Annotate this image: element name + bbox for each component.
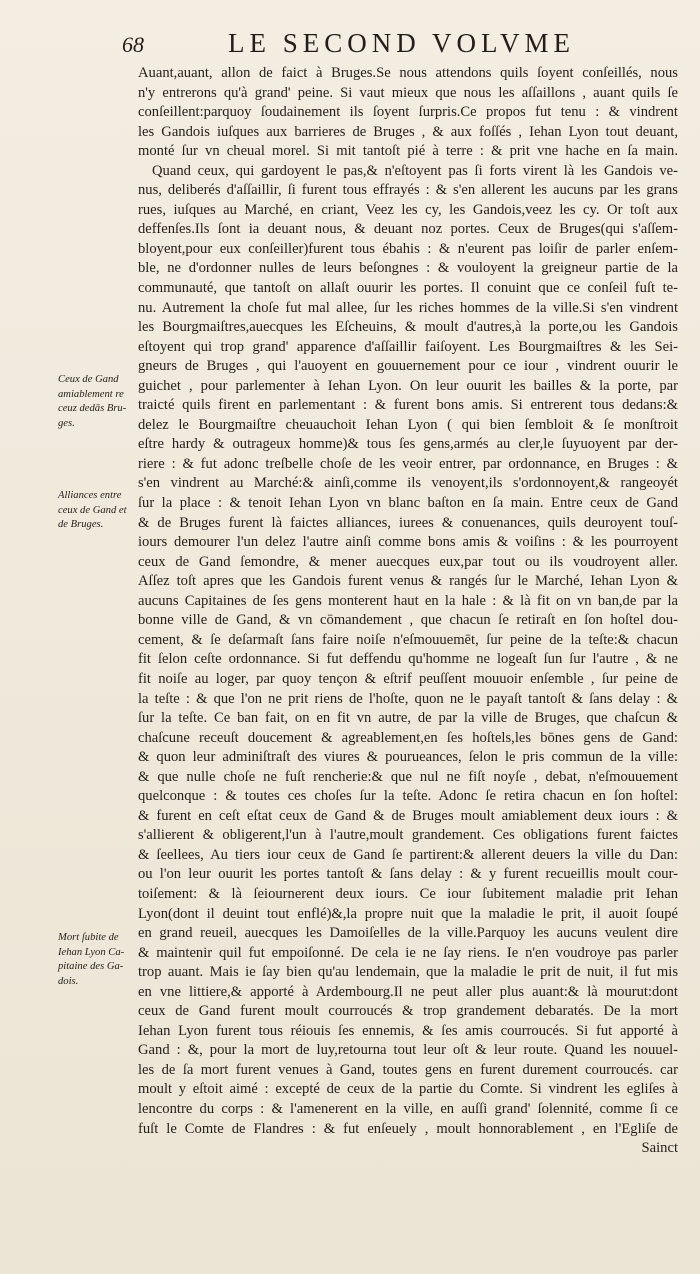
- text-line: Aſſez toſt apres que les Gandois furent venus & rangés ſur le Marché, Iehan Lyon &: [138, 573, 678, 590]
- margin-note-line: de Bruges.: [58, 519, 104, 531]
- margin-note-line: ceuz dedās Bru-: [58, 403, 127, 415]
- text-line: guichet , pour parlementer à Iehan Lyon. On leur ouurit les bailles & la porte, par: [138, 377, 678, 394]
- text-line: traicté quils firent en parlementant : & furent bons amis. Si entrerent tous dedans:&: [138, 397, 678, 414]
- text-line: Iehan Lyon furent tous réiouis ſes ennemis, & ſes amis courroucés. Si fut apporté à: [138, 1022, 678, 1039]
- text-line: quelconque : & toutes ces choſes ſur la teſte. Adonc ſe retira chacun en ſon hoſtel:: [138, 788, 678, 805]
- margin-note-line: pitaine des Ga-: [58, 961, 124, 973]
- margin-note-line: Mort ſubite de: [58, 932, 119, 943]
- text-line: en vne littiere,& apporté à Ardembourg.Il ne peut aller plus auant:& là mourut:dont: [138, 983, 678, 1000]
- text-line: la teſte : & que l'on ne prit riens de l'hoſte, quon ne le payaſt tantoſt & ſans delay : &: [138, 690, 678, 707]
- catchword: Sainct: [641, 1140, 678, 1157]
- text-line: lencontre du corps : & l'amenerent en la ville, en auſſi grand' ſolennité, comme ſi ce: [138, 1100, 678, 1117]
- margin-note-line: ges.: [58, 417, 75, 429]
- text-line: deffenſes.Ils ſont ia deuant nous, & deuant noz portes. Ceux de Bruges(qui s'aſſem-: [138, 221, 678, 238]
- page-number: 68: [122, 32, 144, 57]
- text-line: eſtoyent qui trop grand' apparence d'aſſaillir faiſoyent. Les Bourgmaiſtres & les Sei-: [138, 338, 678, 355]
- text-line: ſur la teſte. Ce ban fait, on en fit vn autre, de par la ville de Bruges, que chaſcun &: [138, 710, 678, 727]
- text-line: n'y entrerons qu'à grand' peine. Si vaut mieux que nous les aſſaillons , auant quils ſe: [138, 84, 678, 101]
- margin-note-line: Iehan Lyon Ca-: [58, 946, 125, 958]
- text-line: Gand : &, pour la mort de luy,retourna tout leur oſt & leur route. Quand les nouuel-: [138, 1042, 678, 1059]
- margin-note-gand-received: [58, 373, 138, 431]
- text-line: ceux de Gand ſemondre, & mener auecques eux,par tout ou ils voudroyent aller.: [138, 553, 678, 570]
- text-line: Lyon(dont il deuint tout enflé)&,la propre nuit que la maladie le prit, il auoit ſoupé: [138, 905, 678, 922]
- text-line: & que nulle choſe ne fuſt rencherie:& que nul ne fiſt noyſe , debat, n'eſmouuement: [138, 768, 678, 785]
- text-line: nu. Autrement la choſe fut mal allee, ſur les riches hommes de la ville.Si s'en vindrent: [138, 299, 678, 316]
- text-line: aucuns Capitaines de ſes gens monterent haut en la hale : & là fit on vn ban,de par la: [138, 592, 678, 609]
- text-line: rues, iuſques au Marché, en criant, Veez les cy, les Gandois,veez les cy. Or toſt aux: [138, 201, 678, 218]
- text-line: bonne ville de Gand, & vn cōmandement , que chacun ſe retiraſt en ſon hoſtel dou-: [138, 612, 678, 629]
- text-line: & ſeellees, Au tiers iour ceux de Gand ſe partirent:& allerent deuers la ville du Dan:: [138, 846, 678, 863]
- margin-note-line: Ceux de Gand: [58, 374, 119, 385]
- running-title: LE SECOND VOLVME: [228, 28, 576, 58]
- text-line: ſur la place : & tenoit Iehan Lyon vn blanc baſton en ſa main. Entre ceux de Gand: [138, 495, 678, 512]
- text-line: chaſcune receuſt doucement & agreablement,en ſes hoſtels,les bōnes gens de Gand:: [138, 729, 678, 746]
- text-line: fit ſelon ceſte ordonnance. Si fut deffendu qu'homme ne logeaſt ſun ſur l'autre , & ne: [138, 651, 678, 668]
- margin-note-death-lyon: [58, 931, 138, 989]
- text-line: moult y eſtoit aimé : excepté de ceux de la partie du Comte. Si vindrent les egliſes à: [138, 1081, 678, 1098]
- text-line: riere : & fut adonc treſbelle choſe de les veoir entrer, par ordonnance, en Bruges : &: [138, 455, 678, 472]
- text-line: fit noiſe au loger, par quoy tençon & eſtrif peuſſent mouuoir enſemble , ſur peine de: [138, 670, 678, 687]
- margin-note-line: ceux de Gand et: [58, 504, 127, 516]
- text-line: les de ſa mort furent venues à Gand, toutes gens en furent durement courroucés. car: [138, 1061, 678, 1078]
- margin-note-line: Alliances entre: [58, 490, 122, 501]
- text-line: conſeillent:parquoy ſoudainement ils ſoyent ſurpris.Ce propos fut tenu : & vindrent: [138, 104, 678, 121]
- text-line: eſtre hardy & outrageux homme)& tous ſes gens,armés au cler,le ſuyuoyent par der-: [138, 436, 678, 453]
- text-line: Quand ceux, qui gardoyent le pas,& n'eſtoyent pas ſi forts virent là les Gandois ve-: [152, 162, 678, 179]
- text-line: delez le Bourgmaiſtre cheuauchoit Iehan Lyon ( qui bien ſembloit & ſe monſtroit: [138, 416, 678, 433]
- page-header: [118, 26, 678, 60]
- text-line: Auant,auant, allon de faict à Bruges.Se nous attendons quils ſoyent conſeillés, nous: [138, 65, 678, 81]
- text-line: bloyent,pour eux conſeiller)furent tous ébahis : & n'eurent pas loiſir de parler enſem-: [138, 240, 678, 257]
- text-line: ble, ne d'ordonner nulles de leurs beſongnes : & vouloyent la greigneur partie de la: [138, 260, 678, 277]
- text-line: ceux de Gand furent moult courroucés & trop grandement debaratés. De la mort: [138, 1003, 678, 1020]
- text-line: les Gandois iuſques aux barrieres de Bruges , & aux foſſés , Iehan Lyon tout deuant,: [138, 123, 678, 140]
- text-line: en grand reueil, auecques les Damoiſelles de la ville.Parquoy les aucuns veulent dire: [138, 925, 678, 942]
- margin-note-alliances: [58, 489, 138, 533]
- text-line: toiſement: & là ſeiournerent deux iours. Ce iour ſubitement maladie prit Iehan: [138, 885, 678, 902]
- text-line: communauté, que tantoſt on allaſt ouurir les portes. Il conuint que ce conſeil fuſt te-: [138, 280, 678, 297]
- text-line: trop auant. Mais ie ſay bien qu'au lendemain, que la maladie le prit de nuit, il fut mis: [138, 964, 678, 981]
- text-line: cement, & ſe deſarmaſt ſans faire noiſe n'eſmouuemēt, ſur peine de la teſte:& chacun: [138, 631, 678, 648]
- body-text: [138, 64, 678, 1159]
- text-line: fuſt le Comte de Flandres : & fut enſeuely , moult honnorablement , en l'Egliſe de: [138, 1120, 678, 1137]
- text-line: gneurs de Bruges , qui l'auoyent en gouuernement pour ce iour , vindrent ouurir le: [138, 358, 678, 375]
- text-line: & de Bruges furent là faictes alliances, iurees & conuenances, quils deuroyent touſ-: [138, 514, 678, 531]
- text-line: s'en vindrent au Marché:& ainſi,comme ils venoyent,ils s'ordonnoyent,& rangeoyét: [138, 475, 678, 492]
- text-line: & maintenir quil fut empoiſonné. De cela ie ne ſay riens. Ie n'en voudroye pas parler: [138, 944, 678, 961]
- text-line: & quon leur adminiſtraſt des viures & pourueances, ſelon le pris commun de la ville:: [138, 749, 678, 766]
- text-line: iours demourer l'un delez l'autre ainſi comme bons amis & voiſins : & les pourroyent: [138, 534, 678, 551]
- text-line: ou l'on leur ouurit les portes tantoſt & ſans delay : & y furent recueillis moult cour-: [138, 866, 678, 883]
- text-line: & furent en ceſt eſtat ceux de Gand & de Bruges moult amiablement deux iours : &: [138, 807, 678, 824]
- text-line: s'allierent & obligerent,l'un à l'autre,moult grandement. Ces obligations furent faictes: [138, 827, 678, 844]
- margin-note-line: amiablement re: [58, 388, 124, 400]
- margin-note-line: dois.: [58, 975, 79, 987]
- text-line: les Bourgmaiſtres,auecques les Eſcheuins, & moult d'autres,à la porte,ou les Gandois: [138, 319, 678, 336]
- text-line: monté ſur vn cheual morel. Si mit tantoſt pié à terre : & prit vne hache en ſa main.: [138, 143, 678, 160]
- text-line: nus, deliberés d'aſſaillir, ſi furent tous effrayés : & s'en allerent les aucuns par les grans: [138, 182, 678, 199]
